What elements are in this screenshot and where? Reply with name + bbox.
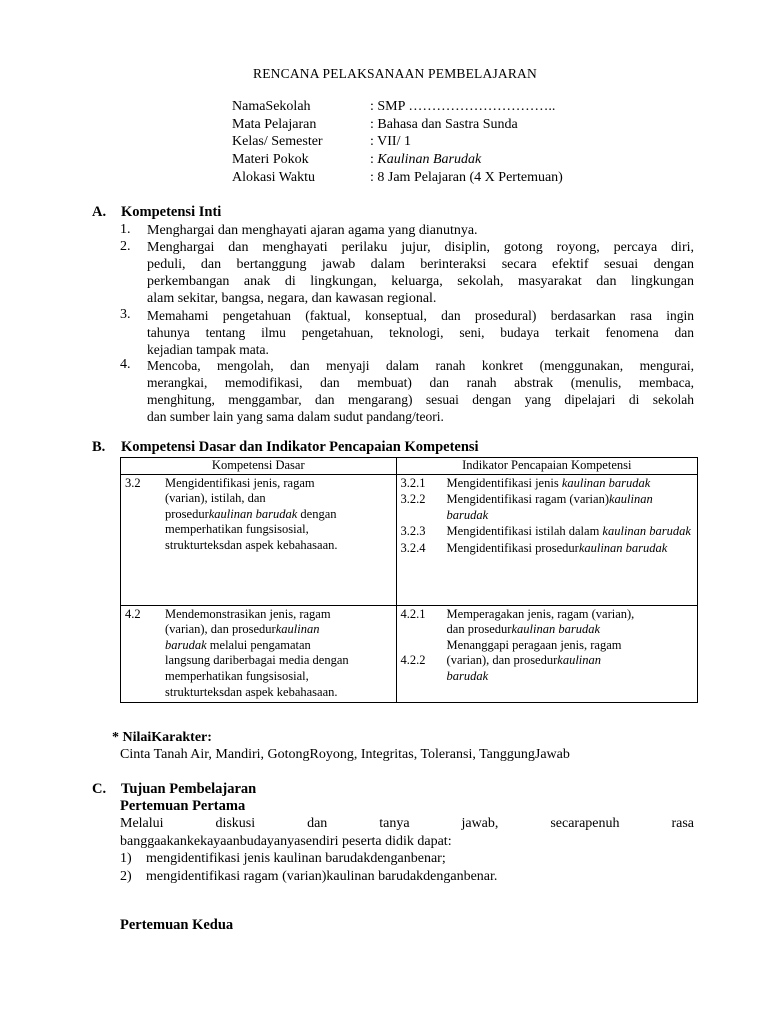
pertemuan-1-heading: Pertemuan Pertama	[120, 798, 246, 814]
competency-table	[120, 457, 698, 703]
section-a-letter: A.	[92, 204, 107, 220]
ki-number: 3.	[120, 307, 131, 322]
table-header: Indikator Pencapaian Kompetensi	[396, 458, 697, 475]
kd-text: Mengidentifikasi jenis, ragam (varian), istilah, dan prosedurkaulinan barudak dengan memperhatikan fungsisosial, strukturteksdan aspek kebahasaan.	[165, 475, 338, 552]
indicator-item: 4.2.1 4.2.2 Memperagakan jenis, ragam (varian), dan prosedurkaulinan barudak Menanggapi peragaan jenis, ragam (varian), dan prosedurkaulinan barudak	[400, 606, 635, 683]
meta-key: Kelas/ Semester	[232, 134, 323, 149]
ki-number: 1.	[120, 222, 131, 237]
section-c-title: Tujuan Pembelajaran	[121, 781, 257, 797]
meta-value: : Kaulinan Barudak	[370, 152, 482, 167]
meta-value: : 8 Jam Pelajaran (4 X Pertemuan)	[370, 170, 563, 185]
meta-value: : SMP …………………………..	[370, 99, 556, 114]
section-c-letter: C.	[92, 781, 107, 797]
nilai-karakter-heading: * NilaiKarakter:	[112, 730, 212, 745]
ki-number: 2.	[120, 239, 131, 254]
meta-key: Alokasi Waktu	[232, 170, 315, 185]
ki-item-3: Memahami pengetahuan (faktual, konseptual, dan prosedural) berdasarkan rasa ingin tahunya tentang ilmu pengetahuan, teknologi, seni, budaya terkait fenomena dan kejadian tampak mata.	[147, 308, 694, 357]
indicator-cell	[396, 474, 697, 605]
kd-cell	[121, 605, 397, 703]
goal-item: 2) mengidentifikasi ragam (varian)kaulinan barudakdenganbenar.	[120, 869, 498, 884]
meta-value: : VII/ 1	[370, 134, 411, 149]
table-header: Kompetensi Dasar	[121, 458, 397, 475]
section-b-title: Kompetensi Dasar dan Indikator Pencapaian Kompetensi	[121, 439, 479, 455]
table-row	[121, 605, 698, 703]
nilai-karakter-text: Cinta Tanah Air, Mandiri, GotongRoyong, Integritas, Toleransi, TanggungJawab	[120, 747, 570, 762]
goal-item: 1) mengidentifikasi jenis kaulinan barudakdenganbenar;	[120, 851, 446, 866]
kd-text: Mendemonstrasikan jenis, ragam (varian), dan prosedurkaulinan barudak melalui pengamatan langsung dariberbagai media dengan memperhatikan fungsisosial, strukturteksdan aspek kebahasaan.	[165, 606, 349, 699]
indicator-cell	[396, 605, 697, 703]
table-row	[121, 474, 698, 605]
indicator-item: 3.2.4 Mengidentifikasi prosedurkaulinan barudak	[400, 540, 668, 555]
section-b-letter: B.	[92, 439, 106, 455]
indicator-item: 3.2.1 Mengidentifikasi jenis kaulinan barudak	[400, 475, 651, 490]
tujuan-intro-line-2: banggaakankekayaanbudayanyasendiri peserta didik dapat:	[120, 834, 452, 849]
kd-cell	[121, 474, 397, 605]
pertemuan-2-heading: Pertemuan Kedua	[120, 917, 234, 933]
ki-item-4: Mencoba, mengolah, dan menyaji dalam ranah konkret (menggunakan, mengurai, merangkai, memodifikasi, dan membuat) dan ranah abstrak (menulis, membaca, menghitung, menggambar, dan mengarang) sesuai dengan yang dipelajari di sekolah dan sumber lain yang sama dalam sudut pandang/teori.	[147, 358, 694, 424]
ki-number: 4.	[120, 357, 131, 372]
tujuan-intro-line-1: Melalui diskusi dan tanya jawab, secarapenuh rasa	[120, 816, 694, 831]
kd-number: 3.2	[125, 475, 141, 490]
meta-key: Mata Pelajaran	[232, 117, 317, 132]
meta-key: NamaSekolah	[232, 99, 311, 114]
table-header-row	[121, 458, 698, 475]
indicator-item: 3.2.3 Mengidentifikasi istilah dalam kaulinan barudak	[400, 524, 691, 539]
ki-item-2: Menghargai dan menghayati perilaku jujur, disiplin, gotong royong, percaya diri, peduli, dan bertanggung jawab dalam berinteraksi secara efektif sesuai dengan perkembangan anak di lingkungan, keluarga, sekolah, masyarakat dan lingkungan alam sekitar, bangsa, negara, dan kawasan regional.	[147, 240, 694, 306]
ki-item-1: Menghargai dan menghayati ajaran agama yang dianutnya.	[147, 223, 478, 238]
document-title: RENCANA PELAKSANAAN PEMBELAJARAN	[253, 66, 537, 81]
kd-number: 4.2	[125, 606, 141, 621]
meta-key: Materi Pokok	[232, 152, 309, 167]
meta-value: : Bahasa dan Sastra Sunda	[370, 117, 518, 132]
indicator-item: 3.2.2 Mengidentifikasi ragam (varian)kaulinan barudak	[400, 492, 653, 522]
section-a-title: Kompetensi Inti	[121, 204, 222, 220]
